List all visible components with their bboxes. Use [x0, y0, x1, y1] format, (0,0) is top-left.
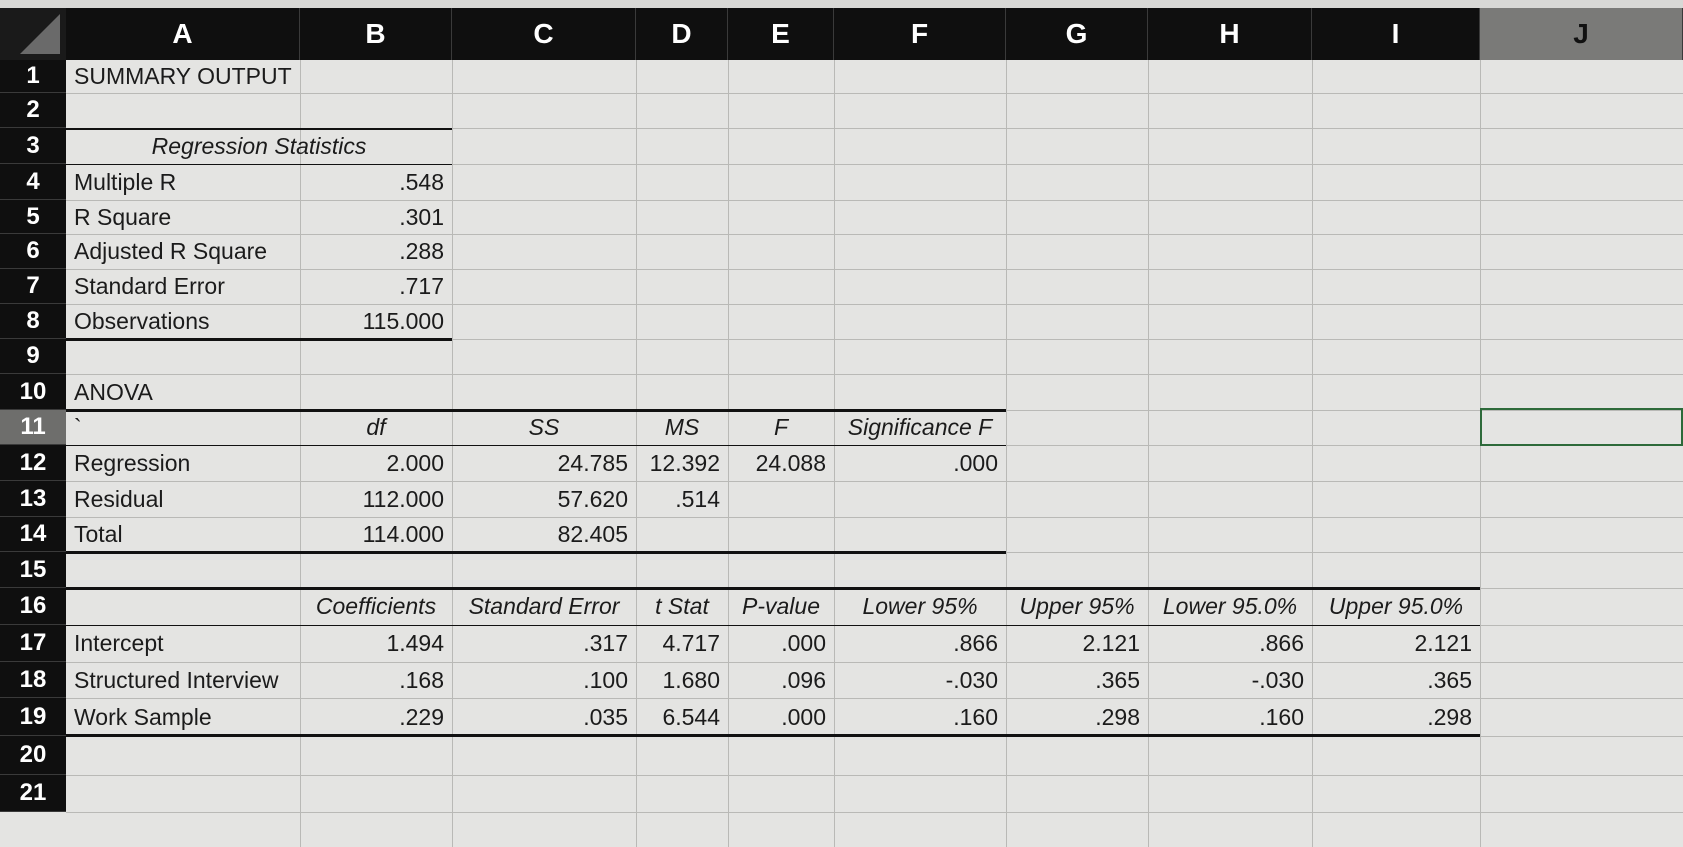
- column-header-i[interactable]: I: [1312, 8, 1480, 60]
- row-header-2[interactable]: 2: [0, 93, 66, 128]
- active-cell-selection: [1480, 408, 1683, 446]
- anova-ms[interactable]: 12.392: [649, 449, 720, 476]
- coef-value[interactable]: .160: [953, 703, 998, 730]
- anova-header[interactable]: Significance F: [847, 414, 993, 440]
- anova-ms[interactable]: [636, 517, 728, 552]
- coef-header[interactable]: Coefficients: [315, 593, 437, 619]
- row-header-4[interactable]: 4: [0, 164, 66, 200]
- row-header-21[interactable]: 21: [0, 775, 66, 812]
- anova-ss[interactable]: 82.405: [557, 521, 628, 547]
- coef-header[interactable]: Upper 95%: [1019, 593, 1135, 619]
- regression-stats-header[interactable]: Regression Statistics: [151, 132, 367, 159]
- row-header-10[interactable]: 10: [0, 374, 66, 410]
- anova-title[interactable]: ANOVA: [74, 378, 153, 405]
- coef-value[interactable]: .160: [1259, 703, 1304, 730]
- row-header-18[interactable]: 18: [0, 662, 66, 698]
- table-border: [66, 445, 1006, 446]
- coef-value[interactable]: .000: [781, 703, 826, 730]
- anova-df[interactable]: 114.000: [362, 521, 444, 547]
- gridline-horizontal: [66, 374, 1683, 375]
- coef-value[interactable]: .229: [399, 703, 444, 730]
- row-header-14[interactable]: 14: [0, 517, 66, 552]
- anova-row-label[interactable]: Residual: [74, 485, 164, 512]
- table-border: [66, 409, 1006, 412]
- gridline-horizontal: [66, 812, 1683, 813]
- anova-significance[interactable]: .000: [953, 449, 998, 476]
- anova-f[interactable]: [728, 481, 834, 517]
- anova-ss[interactable]: 57.620: [557, 485, 628, 512]
- coef-value[interactable]: 2.121: [1082, 630, 1140, 656]
- anova-row-label[interactable]: Total: [74, 521, 123, 547]
- coef-value[interactable]: -.030: [1251, 666, 1304, 693]
- column-header-b[interactable]: B: [300, 8, 452, 60]
- coef-header[interactable]: P-value: [742, 593, 820, 619]
- coef-value[interactable]: 1.680: [662, 666, 720, 693]
- stat-value[interactable]: 115.000: [362, 308, 444, 334]
- stat-value[interactable]: .301: [399, 203, 444, 230]
- coef-value[interactable]: .365: [1427, 666, 1472, 693]
- coef-value[interactable]: 2.121: [1414, 630, 1472, 656]
- coef-header[interactable]: Standard Error: [468, 593, 620, 619]
- stat-value[interactable]: .717: [399, 273, 444, 299]
- coef-value[interactable]: -.030: [945, 666, 998, 693]
- row-header-12[interactable]: 12: [0, 445, 66, 481]
- column-header-h[interactable]: H: [1148, 8, 1312, 60]
- coef-header[interactable]: Lower 95%: [862, 593, 978, 619]
- coef-value[interactable]: 4.717: [662, 630, 720, 656]
- coef-row-label[interactable]: Intercept: [74, 630, 164, 656]
- column-header-c[interactable]: C: [452, 8, 636, 60]
- row-header-7[interactable]: 7: [0, 269, 66, 304]
- anova-significance[interactable]: [834, 481, 1006, 517]
- coef-value[interactable]: .298: [1427, 703, 1472, 730]
- coef-row-label[interactable]: Work Sample: [74, 703, 212, 730]
- row-header-16[interactable]: 16: [0, 588, 66, 625]
- coef-value[interactable]: .317: [583, 630, 628, 656]
- coef-value[interactable]: .168: [399, 666, 444, 693]
- anova-f[interactable]: [728, 517, 834, 552]
- row-header-9[interactable]: 9: [0, 339, 66, 374]
- gridline-horizontal: [66, 93, 1683, 94]
- select-all-triangle-icon: [20, 14, 60, 54]
- stat-value[interactable]: .288: [399, 238, 444, 264]
- column-header-a[interactable]: A: [66, 8, 300, 60]
- coef-header[interactable]: Upper 95.0%: [1328, 593, 1464, 619]
- anova-ms[interactable]: .514: [675, 485, 720, 512]
- anova-row-label[interactable]: Regression: [74, 449, 191, 476]
- coef-value[interactable]: .100: [583, 666, 628, 693]
- stat-label[interactable]: R Square: [74, 203, 172, 230]
- column-header-g[interactable]: G: [1006, 8, 1148, 60]
- coef-header[interactable]: t Stat: [655, 593, 709, 619]
- anova-header[interactable]: SS: [528, 414, 560, 440]
- coef-row-label[interactable]: Structured Interview: [74, 666, 279, 693]
- coef-value[interactable]: .298: [1095, 703, 1140, 730]
- stat-label[interactable]: Standard Error: [74, 273, 225, 299]
- column-header-j[interactable]: J: [1480, 8, 1683, 60]
- stat-label[interactable]: Observations: [74, 308, 210, 334]
- row-header-15[interactable]: 15: [0, 552, 66, 588]
- coef-value[interactable]: 6.544: [662, 703, 720, 730]
- anova-header[interactable]: F: [773, 414, 789, 440]
- anova-corner-cell[interactable]: `: [74, 414, 82, 440]
- stat-value[interactable]: .548: [399, 168, 444, 195]
- anova-df[interactable]: 112.000: [362, 485, 444, 512]
- table-border: [66, 164, 452, 165]
- coef-header[interactable]: Lower 95.0%: [1162, 593, 1298, 619]
- gridline-vertical: [1480, 60, 1481, 847]
- gridline-horizontal: [66, 775, 1683, 776]
- select-all-button[interactable]: [0, 8, 66, 60]
- coef-value[interactable]: .866: [1259, 630, 1304, 656]
- row-header-6[interactable]: 6: [0, 234, 66, 269]
- anova-significance[interactable]: [834, 517, 1006, 552]
- anova-f[interactable]: 24.088: [755, 449, 826, 476]
- coef-value[interactable]: .096: [781, 666, 826, 693]
- row-header-17[interactable]: 17: [0, 625, 66, 662]
- row-header-19[interactable]: 19: [0, 698, 66, 736]
- table-border: [66, 128, 452, 130]
- anova-df[interactable]: 2.000: [386, 449, 444, 476]
- column-header-e[interactable]: E: [728, 8, 834, 60]
- row-header-11[interactable]: 11: [0, 410, 66, 445]
- row-header-8[interactable]: 8: [0, 304, 66, 339]
- table-border: [66, 551, 1006, 554]
- anova-header[interactable]: df: [366, 414, 386, 440]
- table-border: [66, 338, 452, 341]
- table-border: [66, 734, 1480, 737]
- coef-value[interactable]: 1.494: [386, 630, 444, 656]
- column-header-f[interactable]: F: [834, 8, 1006, 60]
- anova-ss[interactable]: 24.785: [557, 449, 628, 476]
- row-header-20[interactable]: 20: [0, 736, 66, 775]
- coef-value[interactable]: .365: [1095, 666, 1140, 693]
- row-header-3[interactable]: 3: [0, 128, 66, 164]
- coef-value[interactable]: .000: [781, 630, 826, 656]
- coef-value[interactable]: .866: [953, 630, 998, 656]
- coef-value[interactable]: .035: [583, 703, 628, 730]
- anova-header[interactable]: MS: [664, 414, 700, 440]
- column-header-d[interactable]: D: [636, 8, 728, 60]
- stat-label[interactable]: Adjusted R Square: [74, 238, 268, 264]
- summary-title[interactable]: SUMMARY OUTPUT: [74, 63, 292, 89]
- stat-label[interactable]: Multiple R: [74, 168, 177, 195]
- row-header-13[interactable]: 13: [0, 481, 66, 517]
- row-header-5[interactable]: 5: [0, 200, 66, 234]
- table-border: [66, 587, 1480, 590]
- table-border: [66, 625, 1480, 626]
- row-header-1[interactable]: 1: [0, 60, 66, 93]
